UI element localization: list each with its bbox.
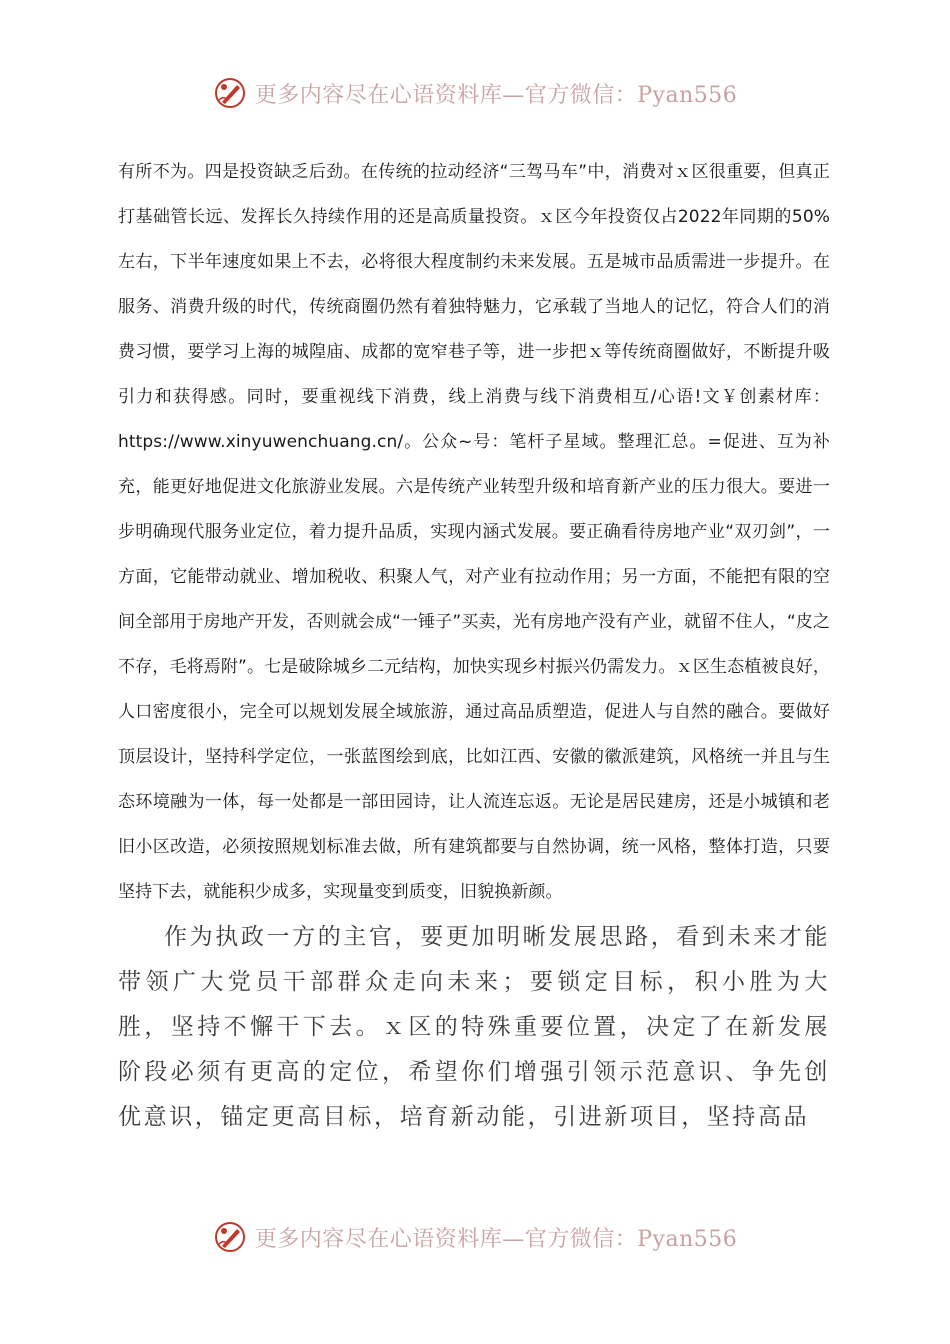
watermark-text: 更多内容尽在心语资料库—官方微信：Pyan556 [254, 1226, 738, 1252]
pen-logo-icon [213, 76, 247, 110]
watermark-text: 更多内容尽在心语资料库—官方微信：Pyan556 [254, 82, 738, 108]
paragraph: 作为执政一方的主官，要更加明晰发展思路，看到未来才能带领广大党员干部群众走向未来；要锁定目标，积小胜为大胜，坚持不懈干下去。ｘ区的特殊重要位置，决定了在新发展阶段必须有更高的定位，希望你们增强引领示范意识、争先创优意识，锚定更高目标，培育新动能，引进新项目，坚持高品 [118, 924, 830, 1130]
watermark-banner-bottom [0, 1214, 950, 1260]
pen-logo-icon [213, 1220, 247, 1254]
paragraph: 有所不为。四是投资缺乏后劲。在传统的拉动经济“三驾马车”中，消费对ｘ区很重要，但真正打基础管长远、发挥长久持续作用的还是高质量投资。ｘ区今年投资仅占2022年同期的50%左右，下半年速度如果上不去，必将很大程度制约未来发展。五是城市品质需进一步提升。在服务、消费升级的时代，传统商圈仍然有着独特魅力，它承载了当地人的记忆，符合人们的消费习惯，要学习上海的城隍庙、成都的宽窄巷子等，进一步把ｘ等传统商圈做好，不断提升吸引力和获得感。同时，要重视线下消费，线上消费与线下消费相互/心语!文￥创素材库：https://www.xinyuwenchuang.cn/。公众~号：笔杆子星域。整理汇总。=促进、互为补充，能更好地促进文化旅游业发展。六是传统产业转型升级和培育新产业的压力很大。要进一步明确现代服务业定位，着力提升品质，实现内涵式发展。要正确看待房地产业“双刃剑”，一方面，它能带动就业、增加税收、积聚人气，对产业有拉动作用；另一方面，不能把有限的空间全部用于房地产开发，否则就会成“一锤子”买卖，光有房地产没有产业，就留不住人，“皮之不存，毛将焉附”。七是破除城乡二元结构，加快实现乡村振兴仍需发力。ｘ区生态植被良好，人口密度很小，完全可以规划发展全域旅游，通过高品质塑造，促进人与自然的融合。要做好顶层设计，坚持科学定位，一张蓝图绘到底，比如江西、安徽的徽派建筑，风格统一并且与生态环境融为一体，每一处都是一部田园诗，让人流连忘返。无论是居民建房，还是小城镇和老旧小区改造，必须按照规划标准去做，所有建筑都要与自然协调，统一风格，整体打造，只要坚持下去，就能积少成多，实现量变到质变，旧貌换新颜。 [118, 162, 830, 902]
watermark-banner-top [0, 70, 950, 116]
document-body [118, 150, 830, 1140]
